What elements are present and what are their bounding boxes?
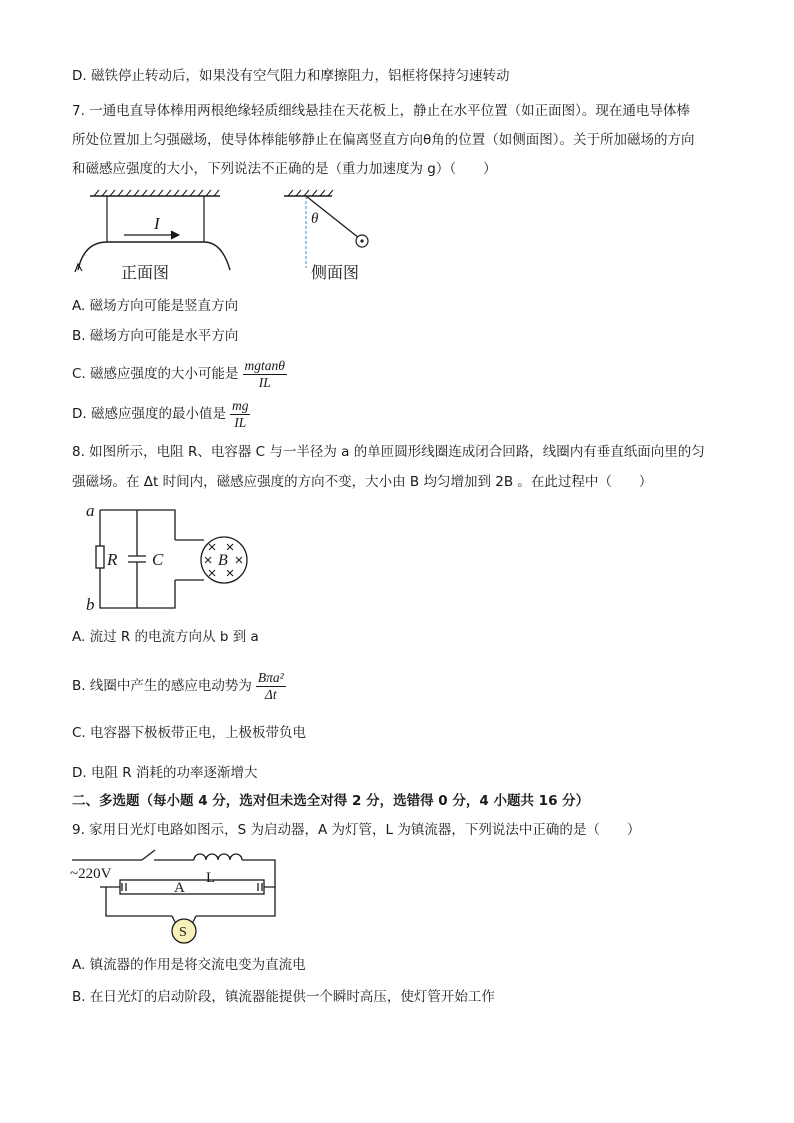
q8-option-d: D. 电阻 R 消耗的功率逐渐增大 [72,765,258,781]
q9-option-b: B. 在日光灯的启动阶段，镇流器能提供一个瞬时高压，使灯管开始工作 [72,989,495,1005]
fraction-numerator: mgtanθ [244,357,285,373]
q8-option-b-text: B. 线圈中产生的感应电动势为 [72,678,252,694]
q7-option-a: A. 磁场方向可能是竖直方向 [72,298,239,314]
starter-label: S [179,925,187,940]
capacitor-label: C [152,550,164,569]
terminal-a-label: a [86,501,95,520]
q7-option-c-text: C. 磁感应强度的大小可能是 [72,366,239,382]
q7-side-view-figure [282,190,392,285]
q9-text-line1: 9. 家用日光灯电路如图示，S 为启动器，A 为灯管，L 为镇流器，下列说法中正确的是（ ） [72,822,641,838]
q7-option-c [72,356,287,392]
q8-text-line2: 强磁场。在 Δt 时间内，磁感应强度的方向不变，大小由 B 均匀增加到 2B 。在此过程中（ ） [72,474,653,490]
fraction-denominator: Δt [264,686,277,702]
voltage-label: ~220V [70,866,112,882]
front-view-label: 正面图 [121,263,170,282]
q8-option-b [72,666,286,706]
field-b-label: B [218,552,228,569]
q8-text-line1: 8. 如图所示，电阻 R、电容器 C 与一半径为 a 的单匝圆形线圈连成闭合回路，线圈内有垂直纸面向里的匀 [72,444,705,460]
q7-option-b: B. 磁场方向可能是水平方向 [72,328,239,344]
q8-circuit-figure [82,502,272,612]
fraction-denominator: IL [258,374,271,390]
q7-option-d [72,396,250,432]
q8-option-a: A. 流过 R 的电流方向从 b 到 a [72,629,259,645]
fraction-numerator: mg [231,397,249,413]
resistor-label: R [107,550,118,569]
current-label: I [154,214,160,233]
option-d-prev: D. 磁铁停止转动后，如果没有空气阻力和摩擦阻力，铝框将保持匀速转动 [72,68,510,84]
q9-lamp-circuit-figure [70,848,280,948]
angle-label: θ [311,211,319,227]
q7-option-d-text: D. 磁感应强度的最小值是 [72,406,226,422]
q7-option-d-fraction [230,398,251,431]
q9-option-a: A. 镇流器的作用是将交流电变为直流电 [72,957,306,973]
q7-option-c-fraction [243,358,287,391]
side-view-label: 侧面图 [311,263,360,282]
q8-option-c: C. 电容器下极板带正电，上极板带负电 [72,725,307,741]
fraction-denominator: IL [234,414,247,430]
terminal-b-label: b [86,595,95,614]
q7-text-line2: 所处位置加上匀强磁场，使导体棒能够静止在偏离竖直方向θ角的位置（如侧面图）。关于所加磁场的方向 [72,132,695,148]
q7-front-view-figure [72,190,252,285]
section-heading: 二、多选题（每小题 4 分，选对但未选全对得 2 分，选错得 0 分，4 小题共 16 分） [72,793,590,809]
lamp-label: A [174,880,185,896]
q8-option-b-fraction [256,670,286,703]
ballast-label: L [206,870,216,886]
fraction-numerator: Bπa² [257,669,284,685]
q7-text-line1: 7. 一通电直导体棒用两根绝缘轻质细线悬挂在天花板上，静止在水平位置（如正面图）。现在通电导体棒 [72,103,690,119]
q7-text-line3: 和磁感应强度的大小，下列说法不正确的是（重力加速度为 g）（ ） [72,161,497,177]
